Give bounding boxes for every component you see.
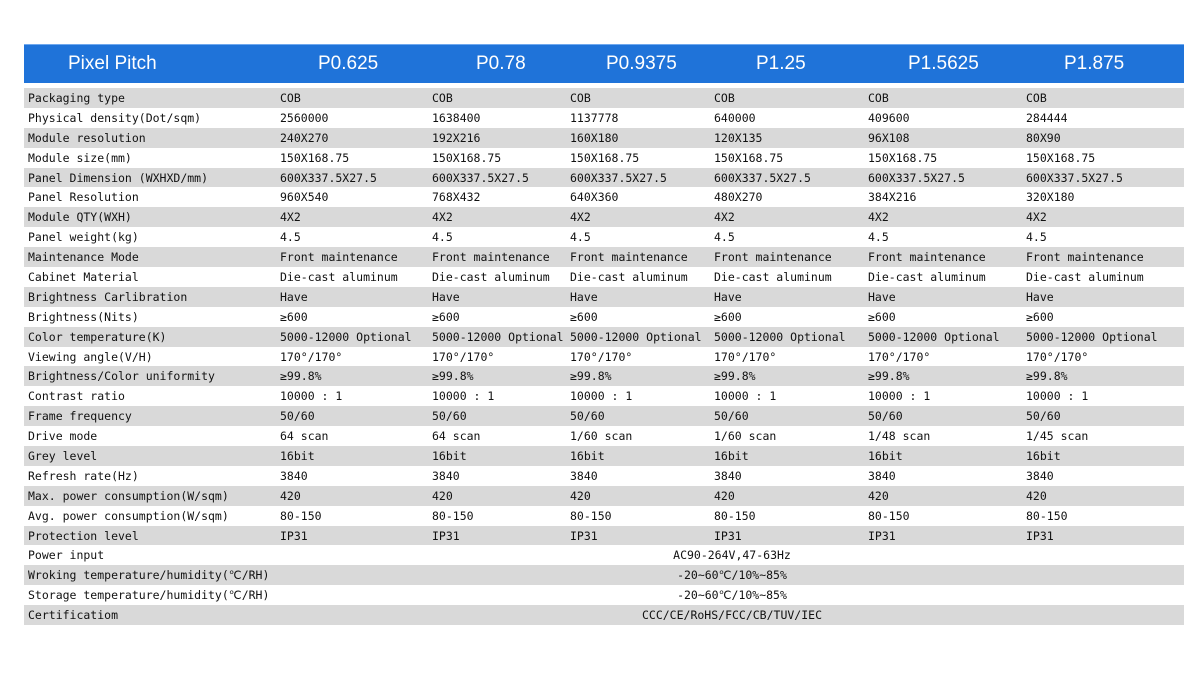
- merged-cell: CCC/CE/RoHS/FCC/CB/TUV/IEC: [641, 608, 822, 623]
- table-cell: IP31: [432, 528, 460, 543]
- table-cell: 80-150: [432, 508, 474, 523]
- row-label: Protection level: [28, 528, 139, 543]
- row-label: Frame frequency: [28, 409, 132, 424]
- header-label: Pixel Pitch: [68, 53, 157, 74]
- table-cell: ≥99.8%: [432, 369, 474, 384]
- table-cell: Have: [432, 289, 460, 304]
- table-row: [24, 327, 1184, 347]
- table-cell: 3840: [280, 468, 308, 483]
- table-cell: 420: [280, 488, 301, 503]
- table-cell: 80X90: [1026, 130, 1061, 145]
- table-cell: 600X337.5X27.5: [570, 170, 667, 185]
- table-cell: 5000-12000 Optional: [1026, 329, 1158, 344]
- table-row: [24, 247, 1184, 267]
- table-cell: 96X108: [868, 130, 910, 145]
- row-label: Module QTY(WXH): [28, 210, 132, 225]
- table-cell: 600X337.5X27.5: [1026, 170, 1123, 185]
- table-cell: Have: [714, 289, 742, 304]
- spec-table: [24, 44, 1184, 625]
- table-cell: ≥99.8%: [868, 369, 910, 384]
- table-cell: Front maintenance: [280, 250, 398, 265]
- table-cell: 150X168.75: [868, 150, 938, 165]
- table-cell: 600X337.5X27.5: [280, 170, 377, 185]
- merged-cell: -20~60℃/10%~85%: [677, 568, 787, 583]
- table-cell: 16bit: [1026, 448, 1061, 463]
- table-cell: 3840: [432, 468, 460, 483]
- table-cell: 16bit: [714, 448, 749, 463]
- table-cell: Have: [868, 289, 896, 304]
- table-cell: 600X337.5X27.5: [868, 170, 965, 185]
- table-cell: Die-cast aluminum: [432, 269, 550, 284]
- table-cell: 420: [714, 488, 735, 503]
- table-cell: 4X2: [432, 210, 453, 225]
- table-cell: 16bit: [570, 448, 605, 463]
- row-label: Wroking temperature/humidity(℃/RH): [28, 568, 270, 583]
- table-cell: Die-cast aluminum: [714, 269, 832, 284]
- table-cell: ≥600: [868, 309, 896, 324]
- table-cell: 80-150: [868, 508, 910, 523]
- table-row: [24, 506, 1184, 526]
- table-cell: 4.5: [432, 230, 453, 245]
- table-row: [24, 406, 1184, 426]
- header-column: P0.9375: [606, 53, 677, 74]
- header-column: P1.25: [756, 53, 806, 74]
- table-row: [24, 307, 1184, 327]
- header-column: P1.5625: [908, 53, 979, 74]
- table-cell: 16bit: [868, 448, 903, 463]
- row-label: Drive mode: [28, 429, 98, 444]
- row-label: Brightness Carlibration: [28, 289, 188, 304]
- table-cell: Front maintenance: [1026, 250, 1144, 265]
- table-cell: 50/60: [868, 409, 903, 424]
- table-cell: 3840: [714, 468, 742, 483]
- merged-cell: AC90-264V,47-63Hz: [673, 548, 791, 563]
- table-cell: 768X432: [432, 190, 481, 205]
- table-row: [24, 366, 1184, 386]
- table-cell: 5000-12000 Optional: [432, 329, 564, 344]
- table-row: [24, 545, 1184, 565]
- table-cell: ≥600: [1026, 309, 1054, 324]
- table-cell: COB: [1026, 90, 1047, 105]
- table-cell: Have: [280, 289, 308, 304]
- table-cell: 5000-12000 Optional: [280, 329, 412, 344]
- table-cell: 50/60: [1026, 409, 1061, 424]
- table-header: [24, 44, 1184, 83]
- table-cell: 2560000: [280, 110, 329, 125]
- header-column: P0.625: [318, 53, 379, 74]
- table-row: [24, 486, 1184, 506]
- table-row: [24, 386, 1184, 406]
- table-cell: ≥99.8%: [1026, 369, 1068, 384]
- table-cell: 384X216: [868, 190, 917, 205]
- table-cell: 64 scan: [280, 429, 329, 444]
- table-cell: 4X2: [570, 210, 591, 225]
- table-cell: ≥99.8%: [570, 369, 612, 384]
- table-cell: 1/60 scan: [570, 429, 633, 444]
- table-cell: Front maintenance: [714, 250, 832, 265]
- table-row: [24, 108, 1184, 128]
- header-column: P0.78: [476, 53, 526, 74]
- row-label: Panel Resolution: [28, 190, 139, 205]
- table-row: [24, 267, 1184, 287]
- merged-cell: -20~60℃/10%~85%: [677, 588, 787, 603]
- row-label: Max. power consumption(W/sqm): [28, 488, 229, 503]
- row-label: Maintenance Mode: [28, 250, 139, 265]
- table-cell: 170°/170°: [868, 349, 931, 364]
- table-cell: COB: [432, 90, 453, 105]
- table-cell: 420: [1026, 488, 1047, 503]
- table-cell: 50/60: [570, 409, 605, 424]
- table-cell: 10000 : 1: [432, 389, 495, 404]
- table-cell: 170°/170°: [570, 349, 633, 364]
- table-row: [24, 168, 1184, 188]
- table-cell: 10000 : 1: [1026, 389, 1089, 404]
- table-cell: 10000 : 1: [280, 389, 343, 404]
- table-row: [24, 466, 1184, 486]
- table-cell: 4X2: [868, 210, 889, 225]
- table-cell: 170°/170°: [432, 349, 495, 364]
- row-label: Brightness(Nits): [28, 309, 139, 324]
- table-cell: 50/60: [280, 409, 315, 424]
- table-cell: 64 scan: [432, 429, 481, 444]
- table-row: [24, 187, 1184, 207]
- table-cell: 4.5: [570, 230, 591, 245]
- table-row: [24, 347, 1184, 367]
- table-cell: 5000-12000 Optional: [570, 329, 702, 344]
- table-cell: ≥600: [432, 309, 460, 324]
- table-row: [24, 227, 1184, 247]
- table-row: [24, 446, 1184, 466]
- table-cell: 50/60: [432, 409, 467, 424]
- table-cell: Die-cast aluminum: [570, 269, 688, 284]
- table-cell: 4.5: [868, 230, 889, 245]
- table-cell: 170°/170°: [714, 349, 777, 364]
- table-cell: 150X168.75: [714, 150, 784, 165]
- table-cell: 3840: [1026, 468, 1054, 483]
- row-label: Physical density(Dot/sqm): [28, 110, 202, 125]
- table-cell: 10000 : 1: [714, 389, 777, 404]
- row-label: Power input: [28, 548, 105, 563]
- table-cell: 4.5: [280, 230, 301, 245]
- table-cell: 420: [868, 488, 889, 503]
- row-label: Module resolution: [28, 130, 146, 145]
- table-row: [24, 88, 1184, 108]
- table-cell: 170°/170°: [280, 349, 343, 364]
- table-cell: Die-cast aluminum: [1026, 269, 1144, 284]
- table-cell: 10000 : 1: [868, 389, 931, 404]
- table-body: [24, 88, 1184, 625]
- table-cell: IP31: [280, 528, 308, 543]
- table-cell: IP31: [570, 528, 598, 543]
- row-label: Storage temperature/humidity(℃/RH): [28, 588, 270, 603]
- row-label: Grey level: [28, 448, 98, 463]
- row-label: Contrast ratio: [28, 389, 125, 404]
- row-label: Panel weight(kg): [28, 230, 139, 245]
- table-cell: 4X2: [1026, 210, 1047, 225]
- row-label: Cabinet Material: [28, 269, 139, 284]
- table-cell: 80-150: [570, 508, 612, 523]
- table-row: [24, 128, 1184, 148]
- table-cell: COB: [570, 90, 591, 105]
- table-cell: 50/60: [714, 409, 749, 424]
- table-cell: 16bit: [432, 448, 467, 463]
- table-row: [24, 605, 1184, 625]
- row-label: Color temperature(K): [28, 329, 167, 344]
- table-cell: 160X180: [570, 130, 619, 145]
- table-cell: 409600: [868, 110, 910, 125]
- table-cell: 640000: [714, 110, 756, 125]
- table-row: [24, 526, 1184, 546]
- table-cell: IP31: [868, 528, 896, 543]
- table-cell: 80-150: [1026, 508, 1068, 523]
- table-cell: Front maintenance: [570, 250, 688, 265]
- table-cell: Have: [570, 289, 598, 304]
- table-cell: 170°/170°: [1026, 349, 1089, 364]
- table-cell: 1/48 scan: [868, 429, 931, 444]
- table-row: [24, 287, 1184, 307]
- table-cell: 10000 : 1: [570, 389, 633, 404]
- table-row: [24, 585, 1184, 605]
- row-label: Refresh rate(Hz): [28, 468, 139, 483]
- table-cell: 284444: [1026, 110, 1068, 125]
- table-row: [24, 148, 1184, 168]
- table-cell: 120X135: [714, 130, 763, 145]
- table-cell: 3840: [570, 468, 598, 483]
- table-cell: 600X337.5X27.5: [714, 170, 811, 185]
- row-label: Certificatiom: [28, 608, 119, 623]
- table-cell: 192X216: [432, 130, 481, 145]
- table-cell: Die-cast aluminum: [868, 269, 986, 284]
- table-cell: 420: [432, 488, 453, 503]
- table-cell: Front maintenance: [868, 250, 986, 265]
- table-cell: 1137778: [570, 110, 619, 125]
- table-cell: ≥99.8%: [714, 369, 756, 384]
- table-cell: 4X2: [714, 210, 735, 225]
- row-label: Panel Dimension (WXHXD/mm): [28, 170, 209, 185]
- table-cell: 240X270: [280, 130, 329, 145]
- table-cell: ≥600: [570, 309, 598, 324]
- table-cell: IP31: [1026, 528, 1054, 543]
- table-cell: 3840: [868, 468, 896, 483]
- row-label: Brightness/Color uniformity: [28, 369, 215, 384]
- table-cell: ≥99.8%: [280, 369, 322, 384]
- table-row: [24, 565, 1184, 585]
- table-cell: COB: [868, 90, 889, 105]
- table-cell: 960X540: [280, 190, 329, 205]
- table-cell: 150X168.75: [1026, 150, 1096, 165]
- table-cell: 150X168.75: [432, 150, 502, 165]
- table-cell: 4.5: [714, 230, 735, 245]
- table-cell: 1/60 scan: [714, 429, 777, 444]
- table-cell: 5000-12000 Optional: [714, 329, 846, 344]
- table-cell: 80-150: [280, 508, 322, 523]
- table-cell: 80-150: [714, 508, 756, 523]
- table-cell: 150X168.75: [570, 150, 640, 165]
- table-cell: ≥600: [714, 309, 742, 324]
- table-cell: 480X270: [714, 190, 763, 205]
- table-row: [24, 207, 1184, 227]
- row-label: Module size(mm): [28, 150, 132, 165]
- row-label: Packaging type: [28, 90, 125, 105]
- table-cell: 16bit: [280, 448, 315, 463]
- table-cell: 4.5: [1026, 230, 1047, 245]
- table-cell: 5000-12000 Optional: [868, 329, 1000, 344]
- row-label: Avg. power consumption(W/sqm): [28, 508, 229, 523]
- table-cell: 1638400: [432, 110, 481, 125]
- header-column: P1.875: [1064, 53, 1125, 74]
- table-cell: 1/45 scan: [1026, 429, 1089, 444]
- table-cell: COB: [714, 90, 735, 105]
- table-cell: Front maintenance: [432, 250, 550, 265]
- row-label: Viewing angle(V/H): [28, 349, 153, 364]
- table-cell: 4X2: [280, 210, 301, 225]
- table-cell: 600X337.5X27.5: [432, 170, 529, 185]
- table-cell: Die-cast aluminum: [280, 269, 398, 284]
- table-row: [24, 426, 1184, 446]
- table-cell: 420: [570, 488, 591, 503]
- table-cell: 150X168.75: [280, 150, 350, 165]
- table-cell: Have: [1026, 289, 1054, 304]
- table-cell: COB: [280, 90, 301, 105]
- table-cell: IP31: [714, 528, 742, 543]
- table-cell: 640X360: [570, 190, 619, 205]
- table-cell: ≥600: [280, 309, 308, 324]
- table-cell: 320X180: [1026, 190, 1075, 205]
